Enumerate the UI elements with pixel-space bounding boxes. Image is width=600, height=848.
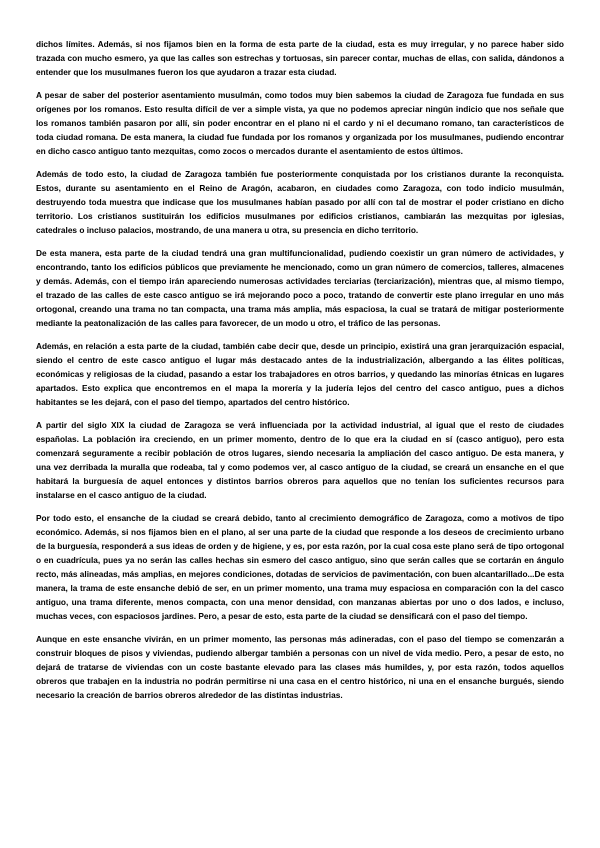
- paragraph-8: Aunque en este ensanche vivirán, en un primer momento, las personas más adineradas, con el paso del tiempo se comenzarán a construir bloques de pisos y viviendas, pudiendo albergar también a personas con un nivel de vida medio. Pero, a pesar de esto, no dejará de tratarse de viviendas con un coste bastante elevado para las clases más humildes, y, por esta razón, todos aquellos obreros que trabajen en la industria no podrán permitirse ni una casa en el centro histórico, ni una en el ensanche burgués, siendo necesario la creación de barrios obreros alrededor de las distintas industrias.: [36, 634, 564, 701]
- paragraph-4: De esta manera, esta parte de la ciudad tendrá una gran multifuncionalidad, pudiendo coexistir un gran número de actividades, y encontrando, tanto los edificios públicos que previamente he mencionado, como un gran número de comercios, talleres, almacenes y demás. Además, con el tiempo irán apareciendo numerosas actividades terciarias (terciarización), mientras que, al mismo tiempo, el trazado de las calles de este casco antiguo se irá mejorando poco a poco, tratando de convertir este plano irregular en uno más ortogonal, creando una trama no tan compacta, una trama más amplia, más espaciosa, la cual se tratará de mitigar posteriormente mediante la peatonalización de las calles para favorecer, de un modo u otro, el tráfico de las personas.: [36, 247, 564, 329]
- paragraph-5: Además, en relación a esta parte de la ciudad, también cabe decir que, desde un principio, existirá una gran jerarquización espacial, siendo el centro de este casco antiguo el lugar más destacado antes de la industrialización, albergando a las élites políticas, económicas y religiosas de la ciudad, pasando a estar los trabajadores en otros barrios, y quedando las minorías étnicas en lugares apartados. Esto explica que encontremos en el mapa la morería y la judería lejos del centro del casco antiguo, pues a dichos habitantes se les dejará, con el paso del tiempo, apartados del centro histórico.: [36, 340, 564, 408]
- paragraph-6: A partir del siglo XIX la ciudad de Zaragoza se verá influenciada por la actividad industrial, al igual que el resto de ciudades españolas. La población ira creciendo, en un primer momento, dentro de lo que era la ciudad en sí (casco antiguo), pero esta comenzará seguramente a recibir población de otros lugares, siendo necesaria la ampliación del casco antiguo. De esta manera, y una vez derribada la muralla que rodeaba, tal y como podemos ver, al casco antiguo de la ciudad, se creará un ensanche en el que habitará la burguesía de aquel entonces y distintos barrios obreros para aquellos que no tenían los suficientes recursos para instalarse en el casco antiguo de la ciudad.: [36, 419, 564, 501]
- paragraph-3: Además de todo esto, la ciudad de Zaragoza también fue posteriormente conquistada por los cristianos durante la reconquista. Estos, durante su asentamiento en el Reino de Aragón, acabaron, en ciudades como Zaragoza, con todo indicio musulmán, destruyendo toda muestra que indicase que los musulmanes habían pasado por allí con tal de mostrar el poder cristiano en dicho territorio. Los cristianos sustituirán los edificios musulmanes por edificios cristianos, cambiarán las mezquitas por iglesias, catedrales o incluso palacios, mostrando, de una manera u otra, su presencia en dicho territorio.: [36, 168, 564, 236]
- paragraph-7: Por todo esto, el ensanche de la ciudad se creará debido, tanto al crecimiento demográfico de Zaragoza, como a motivos de tipo económico. Además, si nos fijamos bien en el plano, al ser una parte de la ciudad que responde a los deseos de crecimiento urbano de la burguesía, responderá a sus ideas de orden y de higiene, y es, por esta razón, por la cual cosa este plano será de tipo ortogonal o en cuadrícula, pues ya no serán las calles hechas sin esmero del casco antiguo, sino que serán calles que se cortarán en ángulo recto, más alineadas, más amplias, en mejores condiciones, dotadas de servicios de pavimentación, con buen alcantarillado...De esta manera, la trama de este ensanche debió de ser, en un primer momento, una trama muy espaciosa en comparación con la del casco antiguo, una trama diferente, menos compacta, con una menor densidad, con manzanas abiertas por uno o dos lados, e incluso, muchas veces, con espaciosos jardines. Pero, a pesar de esto, esta parte de la ciudad se densificará con el paso del tiempo.: [36, 512, 564, 622]
- document-page: [36, 37, 564, 711]
- paragraph-2: A pesar de saber del posterior asentamiento musulmán, como todos muy bien sabemos la ciudad de Zaragoza fue fundada en sus orígenes por los romanos. Esto resulta difícil de ver a simple vista, ya que no podemos apreciar ningún indicio que nos señale que los romanos también pasaron por allí, sin poder encontrar en el plano ni el cardo y ni el decumano romano, tan característicos de toda ciudad romana. De esta manera, la ciudad fue fundada por los romanos y organizada por los musulmanes, pudiendo encontrar en dicho casco antiguo tanto mezquitas, como zocos o mercados durante el asentamiento de estos últimos.: [36, 89, 564, 157]
- paragraph-1: dichos límites. Además, si nos fijamos bien en la forma de esta parte de la ciudad, esta es muy irregular, y no parece haber sido trazada con mucho esmero, ya que las calles son estrechas y tortuosas, sin parecer contar, muchas de ellas, con salida, dándonos a entender que los musulmanes fueron los que ayudaron a trazar esta ciudad.: [36, 39, 564, 78]
